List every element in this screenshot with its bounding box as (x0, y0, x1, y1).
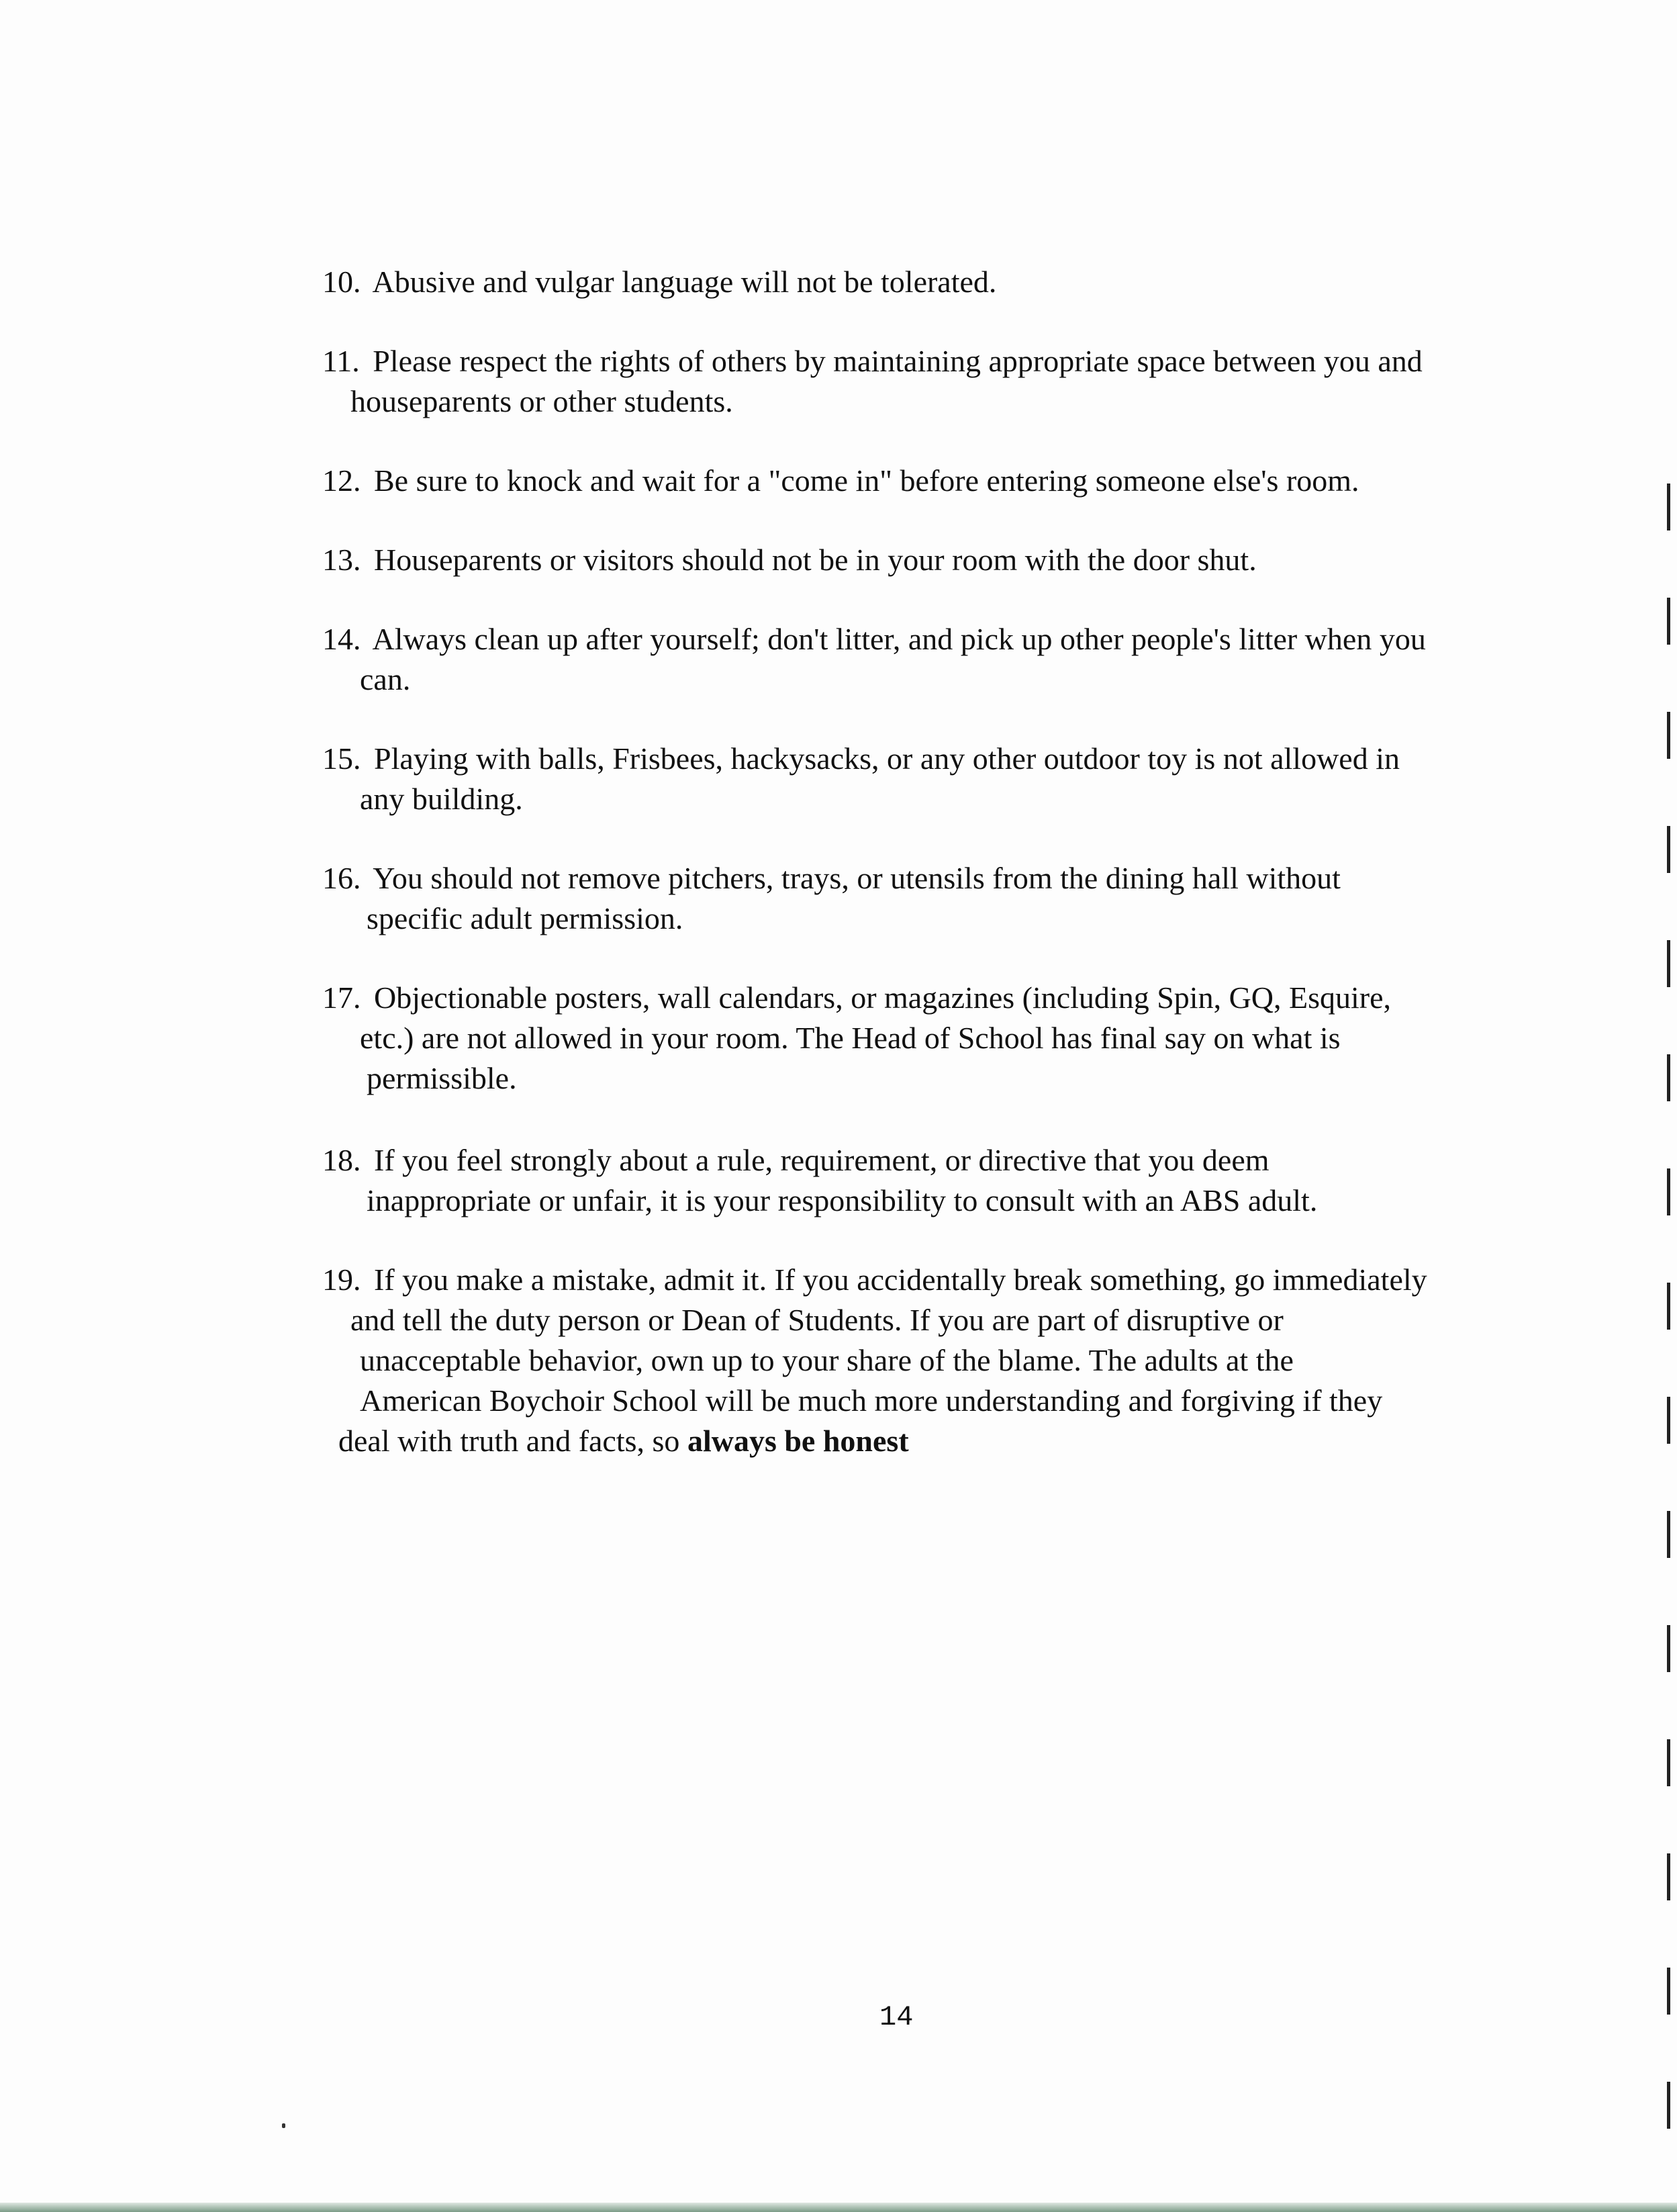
rule-item (322, 619, 1426, 700)
rule-text: Abusive and vulgar language will not be tolerated. (372, 265, 997, 299)
rule-number: 18. (322, 1143, 361, 1177)
binding-mark (1667, 2082, 1670, 2129)
rule-text-continued: deal with truth and facts, so (338, 1424, 687, 1458)
rule-text-continued: and tell the duty person or Dean of Students. If you are part of disruptive or (350, 1303, 1284, 1337)
rule-number: 19. (322, 1262, 361, 1297)
rule-number: 11. (322, 344, 360, 378)
binding-mark (1667, 712, 1670, 759)
rule-item (322, 978, 1391, 1099)
rule-text-continued: permissible. (367, 1061, 517, 1095)
binding-mark (1667, 940, 1670, 987)
rule-text: Always clean up after yourself; don't litter, and pick up other people's litter when you (372, 622, 1426, 656)
binding-mark (1667, 1739, 1670, 1786)
binding-mark (1667, 1853, 1670, 1900)
binding-mark (1667, 1625, 1670, 1672)
rule-text: If you make a mistake, admit it. If you accidentally break something, go immediately (374, 1262, 1427, 1297)
rule-text: Houseparents or visitors should not be in your room with the door shut. (374, 543, 1257, 577)
rule-number: 13. (322, 543, 361, 577)
rule-text: Objectionable posters, wall calendars, or magazines (including Spin, GQ, Esquire, (374, 980, 1392, 1015)
rule-text: Playing with balls, Frisbees, hackysacks, or any other outdoor toy is not allowed in (374, 741, 1400, 776)
binding-mark (1667, 826, 1670, 873)
binding-mark (1667, 483, 1670, 531)
page-number: 14 (879, 2001, 914, 2033)
rule-number: 17. (322, 980, 361, 1015)
rule-item (322, 1140, 1317, 1221)
binding-mark (1667, 598, 1670, 645)
scan-edge-band (0, 2203, 1677, 2212)
rule-text-continued: unacceptable behavior, own up to your share of the blame. The adults at the (360, 1343, 1294, 1377)
binding-mark (1667, 1054, 1670, 1101)
rule-item (322, 262, 996, 302)
rule-text-continued: any building. (360, 782, 523, 816)
rule-text-continued: American Boychoir School will be much more understanding and forgiving if they (360, 1383, 1383, 1418)
rule-number: 15. (322, 741, 361, 776)
binding-mark (1667, 1283, 1670, 1330)
emphasis-text: always be honest (687, 1424, 909, 1458)
rule-text: If you feel strongly about a rule, requirement, or directive that you deem (374, 1143, 1269, 1177)
rule-text: Be sure to knock and wait for a "come in" before entering someone else's room. (374, 463, 1359, 498)
rule-item (322, 739, 1400, 819)
binding-mark (1667, 1397, 1670, 1444)
binding-mark (1667, 1511, 1670, 1558)
rule-item (322, 858, 1341, 939)
rule-text-continued: can. (360, 662, 411, 696)
rule-text-continued: etc.) are not allowed in your room. The Head of School has final say on what is (360, 1021, 1341, 1055)
rule-text-continued: houseparents or other students. (350, 384, 733, 418)
rule-text-continued: specific adult permission. (367, 901, 683, 935)
binding-mark (1667, 1968, 1670, 2015)
rule-number: 14. (322, 622, 361, 656)
rule-item (322, 1260, 1427, 1461)
rule-number: 16. (322, 861, 361, 895)
rule-item (322, 341, 1423, 422)
rule-number: 12. (322, 463, 361, 498)
rule-text-continued: inappropriate or unfair, it is your responsibility to consult with an ABS adult. (367, 1183, 1318, 1217)
rule-text: You should not remove pitchers, trays, or utensils from the dining hall without (373, 861, 1341, 895)
rule-item (322, 540, 1257, 580)
scan-speck (282, 2123, 285, 2128)
binding-mark (1667, 1168, 1670, 1215)
rule-item (322, 461, 1359, 501)
rule-text: Please respect the rights of others by maintaining appropriate space between you and (373, 344, 1423, 378)
rule-number: 10. (322, 265, 361, 299)
